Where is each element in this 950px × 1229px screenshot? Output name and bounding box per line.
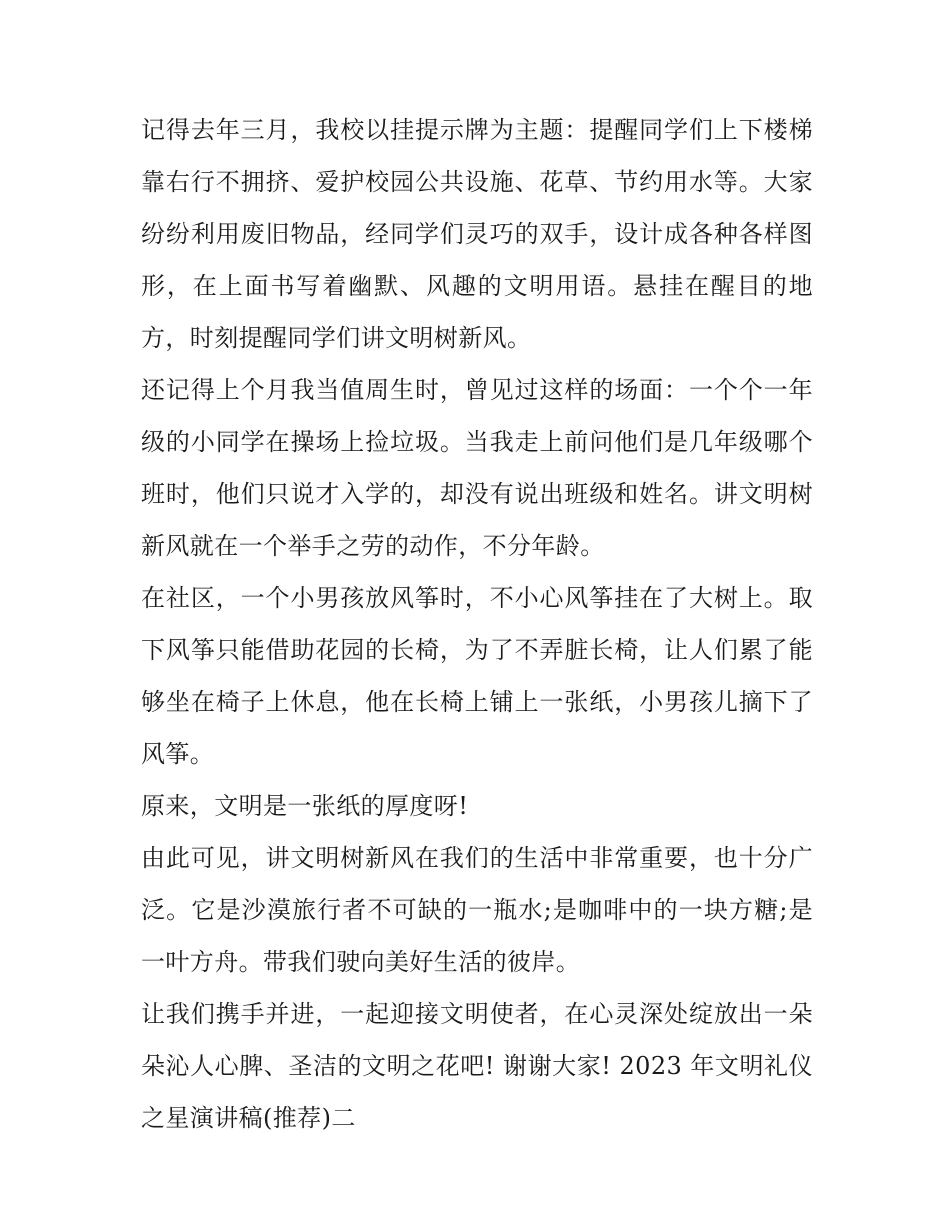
paragraph-school-signs: 记得去年三月，我校以挂提示牌为主题：提醒同学们上下楼梯靠右行不拥挤、爱护校园公共设施、花草、节约用水等。大家纷纷利用废旧物品，经同学们灵巧的双手，设计成各种各样图形，在上面书写着幽默、风趣的文明用语。悬挂在醒目的地方，时刻提醒同学们讲文明树新风。 (141, 116, 813, 352)
paragraph-closing: 让我们携手并进，一起迎接文明使者，在心灵深处绽放出一朵朵沁人心脾、圣洁的文明之花吧! 谢谢大家! 2023 年文明礼仪之星演讲稿(推荐)二 (141, 1000, 813, 1132)
document-body (141, 104, 813, 1144)
paragraph-duty-student: 还记得上个月我当值周生时，曾见过这样的场面：一个个一年级的小同学在操场上捡垃圾。当我走上前问他们是几年级哪个班时，他们只说才入学的，却没有说出班级和姓名。讲文明树新风就在一个举手之劳的动作，不分年龄。 (141, 376, 813, 560)
paragraph-kite-boy: 在社区，一个小男孩放风筝时，不小心风筝挂在了大树上。取下风筝只能借助花园的长椅，为了不弄脏长椅，让人们累了能够坐在椅子上休息，他在长椅上铺上一张纸，小男孩儿摘下了风筝。 (141, 584, 813, 768)
paragraph-paper-thickness: 原来，文明是一张纸的厚度呀! (141, 792, 469, 820)
paragraph-importance: 由此可见，讲文明树新风在我们的生活中非常重要，也十分广泛。它是沙漠旅行者不可缺的一瓶水;是咖啡中的一块方糖;是一叶方舟。带我们驶向美好生活的彼岸。 (141, 844, 813, 976)
